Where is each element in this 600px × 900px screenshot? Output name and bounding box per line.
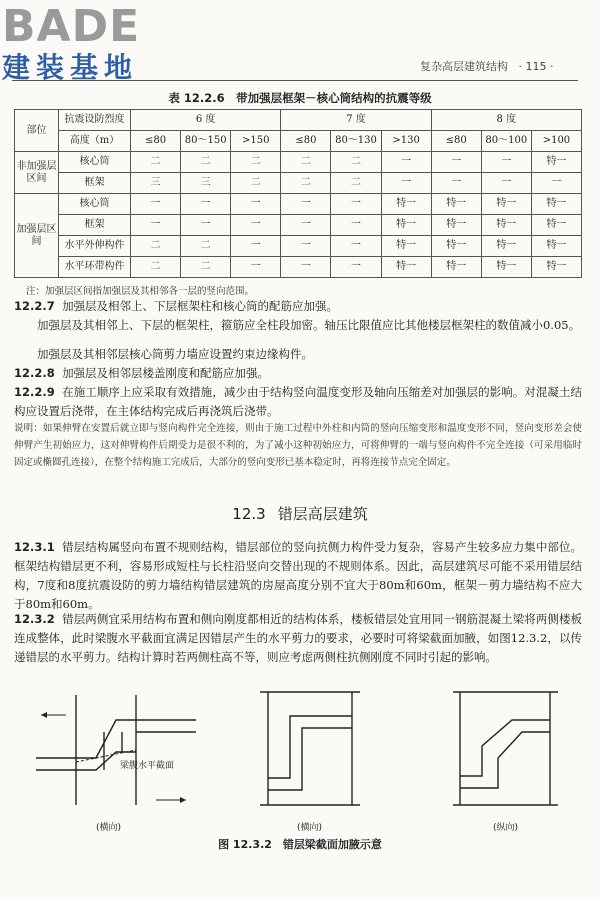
clause-12-3-1 bbox=[14, 538, 582, 614]
grade-cell: 特一 bbox=[481, 236, 531, 257]
clause-number: 12.2.7 bbox=[14, 299, 55, 313]
grade-cell: 二 bbox=[131, 236, 181, 257]
table-row bbox=[15, 173, 582, 194]
grade-cell: 一 bbox=[481, 173, 531, 194]
figure-b-label: (横向) bbox=[297, 823, 323, 833]
grade-cell: 一 bbox=[431, 152, 481, 173]
grade-cell: 一 bbox=[181, 215, 231, 236]
grade-cell: 特一 bbox=[381, 236, 431, 257]
table-row bbox=[15, 236, 582, 257]
grade-cell: 一 bbox=[331, 257, 381, 278]
grade-cell: 二 bbox=[131, 257, 181, 278]
table-header-part: 部位 bbox=[15, 110, 59, 152]
grade-cell: 二 bbox=[181, 152, 231, 173]
section-number: 12.3 bbox=[232, 505, 266, 523]
clause-12-3-2 bbox=[14, 610, 582, 667]
grade-cell: 一 bbox=[231, 236, 281, 257]
grade-cell: 特一 bbox=[531, 215, 581, 236]
running-header bbox=[420, 58, 553, 74]
figure-a-annotation: 梁腹水平截面 bbox=[120, 761, 175, 771]
grade-cell: 特一 bbox=[431, 215, 481, 236]
member-label: 核心筒 bbox=[59, 194, 131, 215]
grade-cell: 特一 bbox=[531, 194, 581, 215]
grade-cell: 特一 bbox=[531, 152, 581, 173]
clause-12-2-8 bbox=[14, 364, 582, 383]
clause-text: 错层结构属竖向布置不规则结构，错层部位的竖向抗侧力构件受力复杂，容易产生较多应力集中部位。框架结构错层更不利，容易形成短柱与长柱沿竖向交替出现的不规则体系。因此，高层建筑尽可能不采用错层结构，7度和8度抗震设防的剪力墙结构错层建筑的房屋高度分别不宜大于80m和60m，框架－剪力墙结构不应大于80m和60m。 bbox=[14, 540, 582, 611]
height-cell: >150 bbox=[231, 131, 281, 152]
grade-cell: 一 bbox=[281, 236, 331, 257]
grade-cell: 二 bbox=[231, 152, 281, 173]
grade-cell: 特一 bbox=[481, 194, 531, 215]
member-label: 框架 bbox=[59, 173, 131, 194]
clause-12-2-7-detail2: 加强层及其相邻层核心筒剪力墙应设置约束边缘构件。 bbox=[37, 347, 313, 361]
grade-cell: 特一 bbox=[531, 257, 581, 278]
group-label: 非加强层区间 bbox=[15, 152, 59, 194]
grade-cell: 特一 bbox=[431, 236, 481, 257]
grade-cell: 二 bbox=[331, 173, 381, 194]
grade-cell: 特一 bbox=[381, 194, 431, 215]
grade-cell: 特一 bbox=[481, 215, 531, 236]
logo bbox=[2, 1, 172, 88]
grade-cell: 一 bbox=[181, 194, 231, 215]
figure-c-diagram bbox=[448, 690, 563, 830]
table-row bbox=[15, 215, 582, 236]
height-cell: >130 bbox=[381, 131, 431, 152]
table-title: 表 12.2.6 带加强层框架－核心筒结构的抗震等级 bbox=[168, 91, 432, 105]
grade-cell: 一 bbox=[131, 215, 181, 236]
page-number: · 115 · bbox=[518, 60, 554, 73]
figure-c-label: (纵向) bbox=[493, 823, 519, 833]
grade-cell: 一 bbox=[381, 173, 431, 194]
table-row bbox=[15, 152, 582, 173]
table-header-row bbox=[15, 110, 582, 131]
logo-subtitle: 建装基地 bbox=[2, 51, 139, 84]
grade-cell: 二 bbox=[181, 257, 231, 278]
clause-text: 加强层及相邻上、下层框架柱和核心筒的配筋应加强。 bbox=[62, 299, 339, 313]
grade-cell: 一 bbox=[231, 194, 281, 215]
seismic-grade-table bbox=[14, 109, 582, 278]
section-heading bbox=[0, 503, 600, 524]
clause-number: 12.2.8 bbox=[14, 366, 55, 380]
member-label: 框架 bbox=[59, 215, 131, 236]
grade-cell: 二 bbox=[131, 152, 181, 173]
grade-cell: 一 bbox=[381, 152, 431, 173]
grade-cell: 二 bbox=[281, 173, 331, 194]
clause-12-2-9 bbox=[14, 383, 582, 421]
member-label: 水平外伸构件 bbox=[59, 236, 131, 257]
clause-number: 12.3.2 bbox=[14, 612, 55, 626]
figure-caption: 图 12.3.2 错层梁截面加腋示意 bbox=[218, 838, 382, 851]
grade-cell: 二 bbox=[331, 152, 381, 173]
height-cell: 80～150 bbox=[181, 131, 231, 152]
grade-cell: 一 bbox=[331, 215, 381, 236]
table-row bbox=[15, 257, 582, 278]
height-cell: ≤80 bbox=[281, 131, 331, 152]
clause-number: 12.3.1 bbox=[14, 540, 55, 554]
grade-cell: 二 bbox=[181, 236, 231, 257]
grade-cell: 一 bbox=[281, 215, 331, 236]
table-header-deg7: 7 度 bbox=[281, 110, 431, 131]
table-height-row bbox=[15, 131, 582, 152]
grade-cell: 一 bbox=[131, 194, 181, 215]
grade-cell: 特一 bbox=[381, 257, 431, 278]
grade-cell: 三 bbox=[181, 173, 231, 194]
grade-cell: 一 bbox=[231, 257, 281, 278]
logo-wordmark: BADE bbox=[2, 1, 141, 52]
clause-12-2-7-detail: 加强层及其相邻上、下层的框架柱，箍筋应全柱段加密。轴压比限值应比其他楼层框架柱的数值减小0.05。 bbox=[37, 318, 581, 332]
table-row bbox=[15, 194, 582, 215]
running-title: 复杂高层建筑结构 bbox=[420, 60, 508, 73]
table-header-height: 高度（m） bbox=[59, 131, 131, 152]
height-cell: ≤80 bbox=[431, 131, 481, 152]
section-title: 错层高层建筑 bbox=[277, 505, 368, 523]
height-cell: ≤80 bbox=[131, 131, 181, 152]
table-header-deg8: 8 度 bbox=[431, 110, 581, 131]
grade-cell: 一 bbox=[481, 152, 531, 173]
grade-cell: 特一 bbox=[431, 257, 481, 278]
height-cell: >100 bbox=[531, 131, 581, 152]
member-label: 核心筒 bbox=[59, 152, 131, 173]
grade-cell: 一 bbox=[531, 173, 581, 194]
grade-cell: 特一 bbox=[381, 215, 431, 236]
table-note: 注：加强层区间指加强层及其相邻各一层的竖向范围。 bbox=[26, 286, 255, 297]
grade-cell: 二 bbox=[231, 173, 281, 194]
grade-cell: 特一 bbox=[481, 257, 531, 278]
clause-text: 在施工顺序上应采取有效措施，减少由于结构竖向温度变形及轴向压缩差对加强层的影响。对混凝土结构应设置后浇带，在主体结构完成后再浇筑后浇带。 bbox=[14, 385, 582, 418]
grade-cell: 一 bbox=[431, 173, 481, 194]
grade-cell: 一 bbox=[281, 257, 331, 278]
group-label: 加强层区间 bbox=[15, 194, 59, 278]
clause-number: 12.2.9 bbox=[14, 385, 55, 399]
clause-text: 错层两侧宜采用结构布置和侧向刚度都相近的结构体系，楼板错层处宜用同一钢筋混凝土梁将两侧楼板连成整体，此时梁腹水平截面宜满足因错层产生的水平剪力的要求，必要时可将梁截面加腋，如图12.3.2，以传递错层的水平剪力。结构计算时若两侧柱高不等，则应考虑两侧柱抗侧刚度不同时引起的影响。 bbox=[14, 612, 582, 664]
grade-cell: 一 bbox=[231, 215, 281, 236]
height-cell: 80～100 bbox=[481, 131, 531, 152]
figure-b-diagram bbox=[250, 690, 370, 830]
table-header-intensity: 抗震设防烈度 bbox=[59, 110, 131, 131]
grade-cell: 一 bbox=[331, 194, 381, 215]
grade-cell: 三 bbox=[131, 173, 181, 194]
header-rule bbox=[12, 80, 578, 81]
grade-cell: 一 bbox=[281, 194, 331, 215]
grade-cell: 特一 bbox=[531, 236, 581, 257]
grade-cell: 一 bbox=[331, 236, 381, 257]
explanation: 说明：如果伸臂在安置后就立即与竖向构件完全连接，则由于施工过程中外柱和内筒的竖向压缩变形和温度变形不同，竖向变形差会使伸臂产生初始应力，这对伸臂构件后期受力是很不利的，为了减小这种初始应力，可将伸臂的一端与竖向构件不完全连接（可采用临时固定或椭圆孔连接），在整个结构施工完成后，大部分的竖向变形已基本稳定时，再将连接节点完全固定。 bbox=[14, 423, 582, 468]
grade-cell: 二 bbox=[281, 152, 331, 173]
table-header-deg6: 6 度 bbox=[131, 110, 281, 131]
grade-cell: 特一 bbox=[431, 194, 481, 215]
member-label: 水平环带构件 bbox=[59, 257, 131, 278]
clause-text: 加强层及相邻层楼盖刚度和配筋应加强。 bbox=[62, 366, 270, 380]
height-cell: 80～130 bbox=[331, 131, 381, 152]
figure-a-label: (横向) bbox=[96, 823, 122, 833]
clause-12-2-7 bbox=[14, 297, 582, 316]
